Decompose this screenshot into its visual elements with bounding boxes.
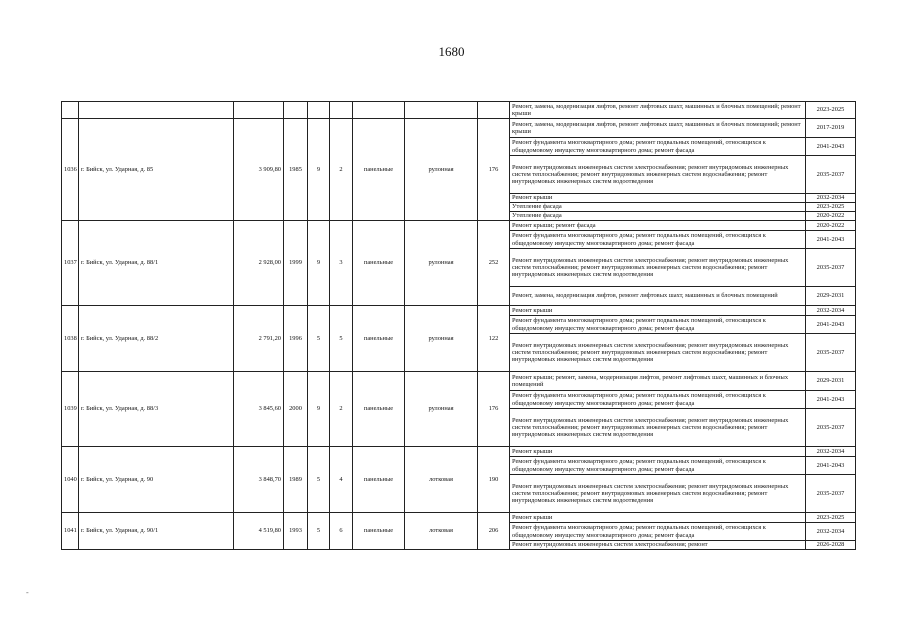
house-number-cell: 1037	[62, 221, 79, 306]
repair-work-cell: Ремонт внутридомовых инженерных систем электроснабжения; ремонт внутридомовых инженерных систем теплоснабжения; ремонт внутридомовых инженерных систем водоснабжения; ремонт внутридомовых инженерных систем водоотведения	[510, 409, 806, 447]
year-cell: 1996	[284, 306, 308, 372]
repair-work-cell: Ремонт внутридомовых инженерных систем электроснабжения; ремонт	[510, 541, 806, 550]
repair-work-cell: Ремонт внутридомовых инженерных систем электроснабжения; ремонт внутридомовых инженерных систем теплоснабжения; ремонт внутридомовых инженерных систем водоснабжения; ремонт внутридомовых инженерных систем водоотведения	[510, 249, 806, 287]
repair-period-cell: 2035-2037	[806, 475, 856, 513]
address-cell: г. Бийск, ул. Ударная, д. 90	[79, 447, 234, 513]
apartments-cell: 176	[478, 372, 510, 447]
repair-period-cell: 2032-2034	[806, 306, 856, 316]
repair-work-cell: Ремонт крыши	[510, 447, 806, 457]
address-cell	[79, 102, 234, 119]
repair-period-cell: 2032-2034	[806, 194, 856, 203]
year-cell: 1985	[284, 119, 308, 221]
repair-work-cell: Ремонт крыши	[510, 306, 806, 316]
address-cell: г. Бийск, ул. Ударная, д. 88/3	[79, 372, 234, 447]
wall-material-cell: панельные	[353, 372, 405, 447]
house-number-cell: 1038	[62, 306, 79, 372]
repair-period-cell: 2020-2022	[806, 212, 856, 221]
entrances-cell	[330, 102, 353, 119]
repair-work-cell: Ремонт фундамента многоквартирного дома; ремонт подвальных помещений, относящихся к общедомовому имуществу многоквартирного дома; ремонт фасада	[510, 457, 806, 475]
repair-period-cell: 2032-2034	[806, 447, 856, 457]
area-cell: 2 928,00	[234, 221, 284, 306]
repair-work-cell: Ремонт внутридомовых инженерных систем электроснабжения; ремонт внутридомовых инженерных систем теплоснабжения; ремонт внутридомовых инженерных систем водоснабжения; ремонт внутридомовых инженерных систем водоотведения	[510, 334, 806, 372]
house-number-cell: 1036	[62, 119, 79, 221]
repair-work-cell: Ремонт крыши; ремонт, замена, модернизация лифтов, ремонт лифтовых шахт, машинных и блочных помещений	[510, 372, 806, 391]
roof-type-cell	[405, 102, 478, 119]
address-cell: г. Бийск, ул. Ударная, д. 88/1	[79, 221, 234, 306]
repair-period-cell: 2017-2019	[806, 119, 856, 138]
house-number-cell: 1041	[62, 513, 79, 550]
apartments-cell: 252	[478, 221, 510, 306]
floors-cell	[308, 102, 330, 119]
repair-work-cell: Ремонт внутридомовых инженерных систем электроснабжения; ремонт внутридомовых инженерных систем теплоснабжения; ремонт внутридомовых инженерных систем водоснабжения; ремонт внутридомовых инженерных систем водоотведения	[510, 475, 806, 513]
apartments-cell: 176	[478, 119, 510, 221]
repair-period-cell: 2029-2031	[806, 372, 856, 391]
repair-period-cell: 2041-2043	[806, 457, 856, 475]
repair-work-cell: Ремонт, замена, модернизация лифтов, ремонт лифтовых шахт, машинных и блочных помещений; ремонт крыши	[510, 102, 806, 119]
table-row	[62, 102, 856, 119]
roof-type-cell: рулонная	[405, 372, 478, 447]
area-cell: 3 848,70	[234, 447, 284, 513]
house-number-cell: 1039	[62, 372, 79, 447]
address-cell: г. Бийск, ул. Ударная, д. 85	[79, 119, 234, 221]
area-cell: 3 845,60	[234, 372, 284, 447]
repair-work-cell: Ремонт фундамента многоквартирного дома; ремонт подвальных помещений, относящихся к общедомовому имуществу многоквартирного дома; ремонт фасада	[510, 391, 806, 409]
repair-period-cell: 2023-2025	[806, 102, 856, 119]
repair-work-cell: Ремонт внутридомовых инженерных систем электроснабжения; ремонт внутридомовых инженерных систем теплоснабжения; ремонт внутридомовых инженерных систем водоснабжения; ремонт внутридомовых инженерных систем водоотведения	[510, 156, 806, 194]
apartments-cell: 122	[478, 306, 510, 372]
area-cell	[234, 102, 284, 119]
repair-period-cell: 2035-2037	[806, 249, 856, 287]
repair-period-cell: 2026-2028	[806, 541, 856, 550]
area-cell: 4 519,80	[234, 513, 284, 550]
repair-period-cell: 2023-2025	[806, 203, 856, 212]
repair-period-cell: 2029-2031	[806, 287, 856, 306]
year-cell	[284, 102, 308, 119]
repair-period-cell: 2035-2037	[806, 409, 856, 447]
repair-work-cell: Ремонт, замена, модернизация лифтов, ремонт лифтовых шахт, машинных и блочных помещений; ремонт крыши	[510, 119, 806, 138]
repair-work-cell: Ремонт фундамента многоквартирного дома; ремонт подвальных помещений, относящихся к общедомовому имуществу многоквартирного дома; ремонт фасада	[510, 316, 806, 334]
entrances-cell: 4	[330, 447, 353, 513]
wall-material-cell: панельные	[353, 306, 405, 372]
table-row	[62, 513, 856, 523]
table-row	[62, 306, 856, 316]
house-number-cell	[62, 102, 79, 119]
year-cell: 1993	[284, 513, 308, 550]
repair-period-cell: 2020-2022	[806, 221, 856, 231]
repair-period-cell: 2041-2043	[806, 138, 856, 156]
housing-repair-table	[61, 101, 856, 550]
floors-cell: 5	[308, 513, 330, 550]
year-cell: 1989	[284, 447, 308, 513]
roof-type-cell: рулонная	[405, 119, 478, 221]
repair-period-cell: 2035-2037	[806, 334, 856, 372]
repair-work-cell: Ремонт крыши; ремонт фасада	[510, 221, 806, 231]
year-cell: 2000	[284, 372, 308, 447]
repair-period-cell: 2041-2043	[806, 391, 856, 409]
floors-cell: 9	[308, 221, 330, 306]
repair-work-cell: Ремонт фундамента многоквартирного дома; ремонт подвальных помещений, относящихся к общедомовому имуществу многоквартирного дома; ремонт фасада	[510, 523, 806, 541]
repair-period-cell: 2041-2043	[806, 316, 856, 334]
repair-period-cell: 2041-2043	[806, 231, 856, 249]
apartments-cell	[478, 102, 510, 119]
roof-type-cell: лотковая	[405, 513, 478, 550]
repair-period-cell: 2035-2037	[806, 156, 856, 194]
repair-period-cell: 2023-2025	[806, 513, 856, 523]
apartments-cell: 206	[478, 513, 510, 550]
roof-type-cell: рулонная	[405, 306, 478, 372]
wall-material-cell: панельные	[353, 119, 405, 221]
address-cell: г. Бийск, ул. Ударная, д. 90/1	[79, 513, 234, 550]
table-row	[62, 372, 856, 391]
floors-cell: 9	[308, 119, 330, 221]
roof-type-cell: рулонная	[405, 221, 478, 306]
repair-work-cell: Утепление фасада	[510, 212, 806, 221]
repair-period-cell: 2032-2034	[806, 523, 856, 541]
area-cell: 2 791,20	[234, 306, 284, 372]
address-cell: г. Бийск, ул. Ударная, д. 88/2	[79, 306, 234, 372]
roof-type-cell: лотковая	[405, 447, 478, 513]
floors-cell: 5	[308, 447, 330, 513]
repair-work-cell: Ремонт, замена, модернизация лифтов, ремонт лифтовых шахт, машинных и блочных помещений	[510, 287, 806, 306]
repair-work-cell: Утепление фасада	[510, 203, 806, 212]
wall-material-cell: панельные	[353, 221, 405, 306]
house-number-cell: 1040	[62, 447, 79, 513]
wall-material-cell: панельные	[353, 513, 405, 550]
page-number: 1680	[438, 44, 465, 59]
entrances-cell: 2	[330, 372, 353, 447]
table-row	[62, 119, 856, 138]
repair-work-cell: Ремонт крыши	[510, 513, 806, 523]
repair-work-cell: Ремонт крыши	[510, 194, 806, 203]
floors-cell: 5	[308, 306, 330, 372]
entrances-cell: 2	[330, 119, 353, 221]
apartments-cell: 190	[478, 447, 510, 513]
area-cell: 3 909,80	[234, 119, 284, 221]
table-row	[62, 447, 856, 457]
table-row	[62, 221, 856, 231]
entrances-cell: 3	[330, 221, 353, 306]
entrances-cell: 5	[330, 306, 353, 372]
wall-material-cell	[353, 102, 405, 119]
entrances-cell: 6	[330, 513, 353, 550]
year-cell: 1999	[284, 221, 308, 306]
corner-mark: -	[26, 588, 29, 597]
repair-work-cell: Ремонт фундамента многоквартирного дома; ремонт подвальных помещений, относящихся к общедомовому имуществу многоквартирного дома; ремонт фасада	[510, 138, 806, 156]
floors-cell: 9	[308, 372, 330, 447]
wall-material-cell: панельные	[353, 447, 405, 513]
repair-work-cell: Ремонт фундамента многоквартирного дома; ремонт подвальных помещений, относящихся к общедомовому имуществу многоквартирного дома; ремонт фасада	[510, 231, 806, 249]
